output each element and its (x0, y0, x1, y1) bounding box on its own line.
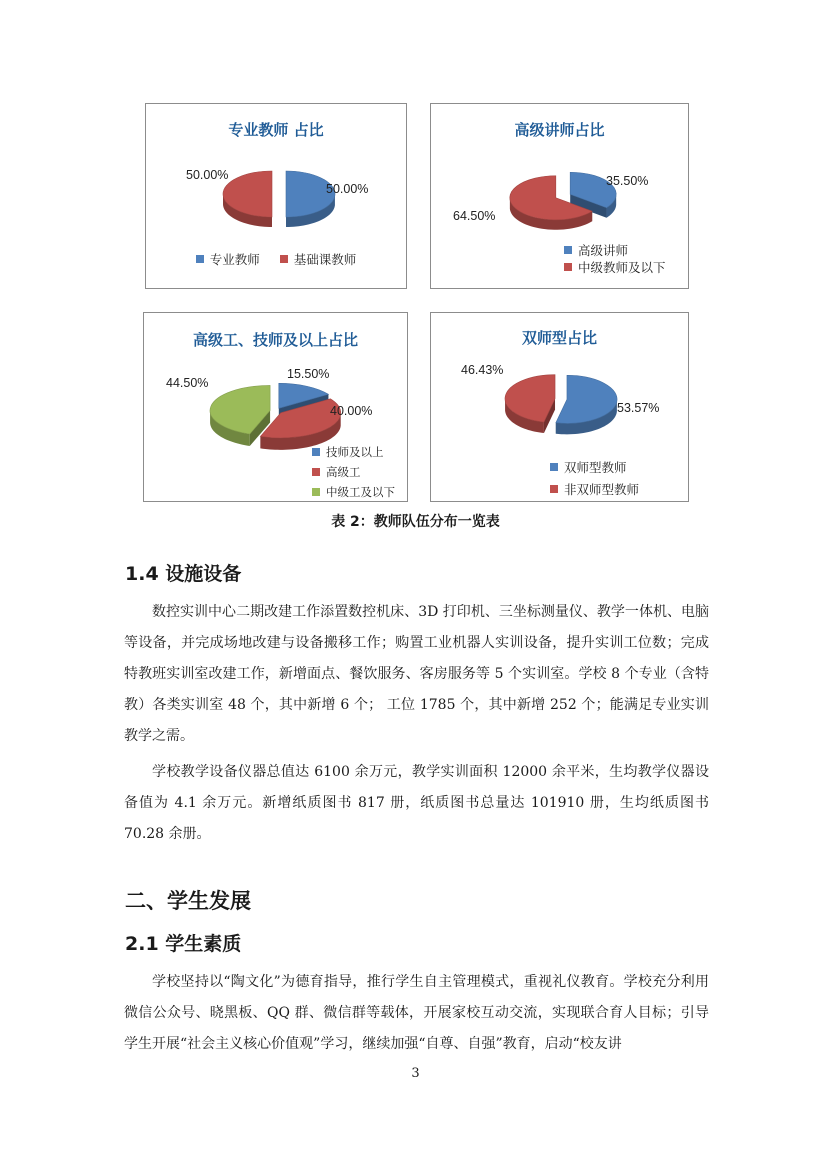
legend-item (312, 482, 395, 502)
paragraph-student-quality: 学校坚持以“陶文化”为德育指导，推行学生自主管理模式，重视礼仪教育。学校充分利用微信公众号、晓黑板、QQ 群、微信群等载体，开展家校互动交流，实现联合育人目标；引导学生开展“社会主义核心价值观”学习，继续加强“自尊、自强”教育，启动“校友讲 (124, 974, 709, 1052)
legend-item (550, 456, 639, 478)
legend-swatch-blue (564, 246, 572, 254)
legend-label: 基础课教师 (293, 252, 357, 267)
chart-title: 专业教师 占比 (228, 121, 324, 139)
legend (564, 241, 666, 275)
legend-swatch-red (550, 485, 558, 493)
chart-panel-dual-qualified (430, 312, 689, 502)
legend-swatch-red (312, 468, 320, 476)
paragraph-facilities-1: 数控实训中心二期改建工作添置数控机床、3D 打印机、三坐标测量仪、教学一体机、电脑等设备，并完成场地改建与设备搬移工作；购置工业机器人实训设备，提升实训工位数；完成特教班实训室改建工作，新增面点、餐饮服务、客房服务等 5 个实训室。学校 8 个专业（含特教）各类实训室 48 个，其中新增 6 个； 工位 1785 个，其中新增 252 个；能满足专业实训教学之需。 (124, 604, 709, 744)
data-label-senior-lecturers: 35.50% (606, 174, 649, 188)
paragraph-facilities-2: 学校教学设备仪器总值达 6100 余万元，教学实训面积 12000 余平米，生均教学仪器设备值为 4.1 余万元。新增纸质图书 817 册，纸质图书总量达 101910 册，生均纸质图书 70.28 余册。 (124, 764, 709, 842)
data-label-technician: 15.50% (287, 367, 330, 381)
legend-label: 高级工 (326, 465, 361, 479)
chart-title: 高级工、技师及以上占比 (192, 331, 358, 349)
legend-label: 双师型教师 (564, 460, 627, 475)
legend-item (312, 442, 395, 462)
legend-label: 中级教师及以下 (578, 259, 666, 275)
chart-panel-skilled-workers (143, 312, 408, 502)
section-heading-student-quality: 2.1 学生素质 (125, 933, 242, 955)
data-label-dual: 53.57% (617, 401, 660, 415)
data-label-basic-teachers: 50.00% (186, 168, 229, 182)
chart-panel-teachers (145, 103, 407, 289)
legend-item (196, 250, 260, 268)
legend-label: 技师及以上 (326, 445, 384, 459)
legend-swatch-blue (196, 255, 204, 263)
legend-label: 中级工及以下 (326, 485, 395, 499)
legend-swatch-blue (312, 448, 320, 456)
legend-label: 非双师型教师 (564, 482, 640, 497)
legend-swatch-red (280, 255, 288, 263)
data-label-non-dual: 46.43% (461, 363, 504, 377)
legend-label: 高级讲师 (578, 242, 629, 258)
data-label-intermediate-worker: 44.50% (166, 376, 209, 390)
legend-swatch-green (312, 488, 320, 496)
data-label-professional-teachers: 50.00% (326, 182, 369, 196)
legend-item (550, 478, 639, 500)
legend-item (312, 462, 395, 482)
legend-swatch-blue (550, 463, 558, 471)
data-label-senior-worker: 40.00% (330, 404, 373, 418)
legend-swatch-red (564, 263, 572, 271)
legend-item (280, 250, 357, 268)
chart-title: 高级讲师占比 (514, 121, 605, 139)
legend (312, 442, 395, 502)
chart-title: 双师型占比 (521, 329, 597, 347)
section-heading-facilities: 1.4 设施设备 (125, 563, 242, 585)
table-caption: 表 2：教师队伍分布一览表 (331, 514, 500, 530)
legend-label: 专业教师 (209, 252, 260, 267)
legend-item (564, 241, 666, 258)
data-label-intermediate: 64.50% (453, 209, 496, 223)
legend (550, 456, 639, 500)
legend (146, 250, 406, 268)
chapter-heading-student-development: 二、学生发展 (125, 889, 251, 913)
legend-item (564, 258, 666, 275)
page-number: 3 (411, 1066, 420, 1081)
chart-panel-senior-lecturers (430, 103, 689, 289)
